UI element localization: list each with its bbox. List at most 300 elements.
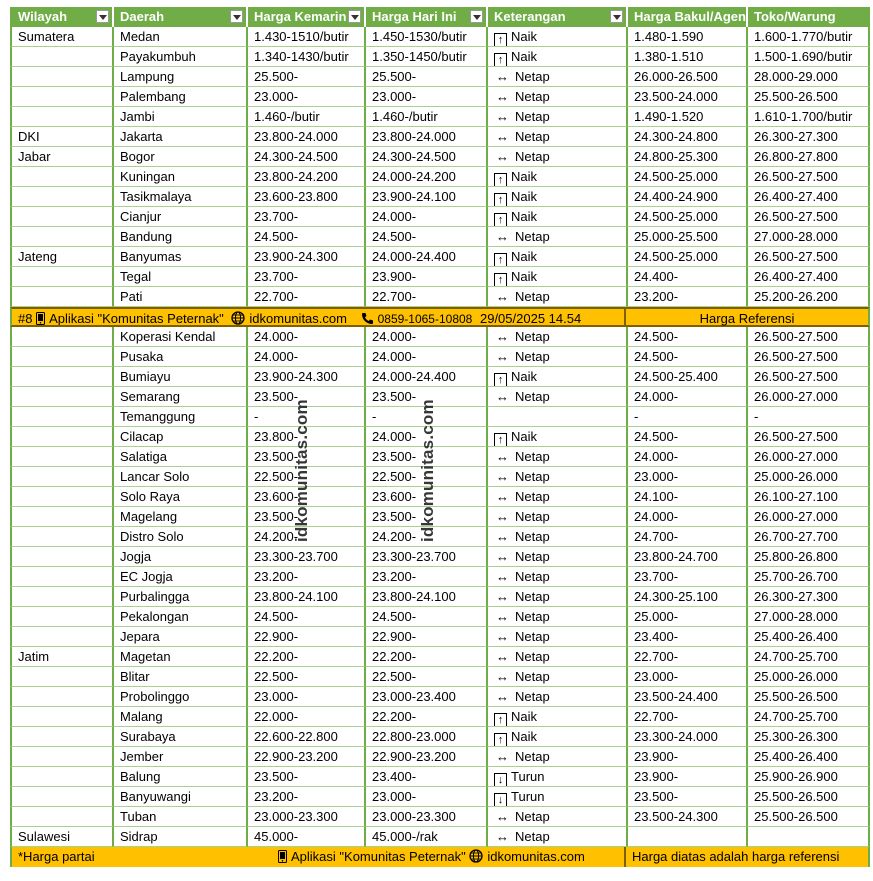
cell-toko-warung[interactable]: 26.500-27.500 <box>748 207 870 227</box>
cell-harga-hari-ini[interactable]: 23.000-23.400 <box>366 687 488 707</box>
cell-harga-hari-ini[interactable]: 23.000-23.300 <box>366 807 488 827</box>
cell-harga-hari-ini[interactable]: 23.900-24.100 <box>366 187 488 207</box>
cell-harga-hari-ini[interactable]: 24.000- <box>366 347 488 367</box>
cell-harga-hari-ini[interactable]: 23.300-23.700 <box>366 547 488 567</box>
cell-harga-hari-ini[interactable]: 1.460-/butir <box>366 107 488 127</box>
cell-daerah[interactable]: Pusaka <box>114 347 248 367</box>
cell-harga-bakul-agen[interactable]: 23.900- <box>628 767 748 787</box>
cell-keterangan[interactable] <box>488 107 628 127</box>
cell-keterangan[interactable] <box>488 687 628 707</box>
cell-toko-warung[interactable]: 26.000-27.000 <box>748 507 870 527</box>
cell-harga-bakul-agen[interactable]: 24.400-24.900 <box>628 187 748 207</box>
cell-keterangan[interactable] <box>488 807 628 827</box>
cell-harga-kemarin[interactable]: 22.500- <box>248 467 366 487</box>
keterangan-label: Naik <box>511 729 538 744</box>
cell-wilayah[interactable] <box>10 727 114 747</box>
cell-keterangan[interactable] <box>488 67 628 87</box>
cell-daerah[interactable]: Pati <box>114 287 248 307</box>
header-toko-warung[interactable] <box>748 7 870 27</box>
cell-harga-hari-ini[interactable]: 22.200- <box>366 647 488 667</box>
keterangan-label: Netap <box>515 349 550 364</box>
cell-harga-hari-ini[interactable]: 23.000- <box>366 87 488 107</box>
cell-harga-bakul-agen[interactable]: 25.000-25.500 <box>628 227 748 247</box>
cell-daerah[interactable]: Tuban <box>114 807 248 827</box>
cell-wilayah[interactable] <box>10 667 114 687</box>
cell-wilayah[interactable]: Sumatera <box>10 27 114 47</box>
cell-keterangan[interactable] <box>488 147 628 167</box>
cell-keterangan[interactable] <box>488 387 628 407</box>
cell-toko-warung[interactable]: 1.500-1.690/butir <box>748 47 870 67</box>
cell-daerah[interactable]: Magelang <box>114 507 248 527</box>
cell-keterangan[interactable] <box>488 607 628 627</box>
cell-daerah[interactable]: Surabaya <box>114 727 248 747</box>
cell-daerah[interactable]: Probolinggo <box>114 687 248 707</box>
cell-wilayah[interactable]: DKI <box>10 127 114 147</box>
cell-wilayah[interactable] <box>10 587 114 607</box>
filter-dropdown-icon[interactable] <box>230 10 243 23</box>
cell-keterangan[interactable] <box>488 447 628 467</box>
cell-harga-bakul-agen[interactable]: 1.380-1.510 <box>628 47 748 67</box>
cell-harga-bakul-agen[interactable]: 23.700- <box>628 567 748 587</box>
cell-toko-warung[interactable]: 27.000-28.000 <box>748 227 870 247</box>
cell-harga-bakul-agen[interactable]: 1.490-1.520 <box>628 107 748 127</box>
cell-harga-kemarin[interactable]: - <box>248 407 366 427</box>
cell-harga-hari-ini[interactable]: 23.200- <box>366 567 488 587</box>
cell-harga-bakul-agen[interactable] <box>628 827 748 847</box>
cell-keterangan[interactable] <box>488 367 628 387</box>
header-harga-hari-ini[interactable] <box>366 7 488 27</box>
cell-harga-kemarin[interactable]: 24.200- <box>248 527 366 547</box>
cell-harga-hari-ini[interactable]: 45.000-/rak <box>366 827 488 847</box>
cell-toko-warung[interactable]: 25.400-26.400 <box>748 627 870 647</box>
cell-toko-warung[interactable]: 25.500-26.500 <box>748 687 870 707</box>
cell-harga-bakul-agen[interactable]: 24.100- <box>628 487 748 507</box>
cell-harga-hari-ini[interactable]: 23.500- <box>366 387 488 407</box>
cell-keterangan[interactable] <box>488 547 628 567</box>
cell-harga-bakul-agen[interactable]: 24.500-25.000 <box>628 167 748 187</box>
cell-harga-bakul-agen[interactable]: 23.200- <box>628 287 748 307</box>
cell-wilayah[interactable] <box>10 47 114 67</box>
cell-toko-warung[interactable]: 26.500-27.500 <box>748 347 870 367</box>
cell-toko-warung[interactable]: 26.100-27.100 <box>748 487 870 507</box>
cell-toko-warung[interactable]: 25.500-26.500 <box>748 87 870 107</box>
cell-wilayah[interactable] <box>10 747 114 767</box>
cell-harga-bakul-agen[interactable]: 23.500- <box>628 787 748 807</box>
cell-daerah[interactable]: Solo Raya <box>114 487 248 507</box>
cell-wilayah[interactable] <box>10 167 114 187</box>
cell-harga-bakul-agen[interactable]: 23.300-24.000 <box>628 727 748 747</box>
cell-daerah[interactable]: Purbalingga <box>114 587 248 607</box>
footer-site[interactable]: idkomunitas.com <box>487 849 585 864</box>
cell-daerah[interactable]: Lancar Solo <box>114 467 248 487</box>
cell-daerah[interactable]: Koperasi Kendal <box>114 327 248 347</box>
cell-harga-hari-ini[interactable]: 22.800-23.000 <box>366 727 488 747</box>
cell-harga-hari-ini[interactable]: 24.300-24.500 <box>366 147 488 167</box>
cell-wilayah[interactable] <box>10 467 114 487</box>
cell-keterangan[interactable] <box>488 247 628 267</box>
cell-harga-bakul-agen[interactable]: 24.000- <box>628 507 748 527</box>
cell-keterangan[interactable] <box>488 567 628 587</box>
cell-daerah[interactable]: Bogor <box>114 147 248 167</box>
cell-harga-kemarin[interactable]: 22.900- <box>248 627 366 647</box>
cell-harga-hari-ini[interactable]: 23.600- <box>366 487 488 507</box>
cell-harga-kemarin[interactable]: 23.800- <box>248 427 366 447</box>
cell-daerah[interactable]: Palembang <box>114 87 248 107</box>
cell-harga-kemarin[interactable]: 45.000- <box>248 827 366 847</box>
cell-wilayah[interactable] <box>10 447 114 467</box>
cell-keterangan[interactable] <box>488 427 628 447</box>
cell-harga-bakul-agen[interactable]: 22.700- <box>628 647 748 667</box>
cell-toko-warung[interactable]: 1.610-1.700/butir <box>748 107 870 127</box>
cell-toko-warung[interactable]: 28.000-29.000 <box>748 67 870 87</box>
cell-wilayah[interactable] <box>10 707 114 727</box>
cell-harga-hari-ini[interactable]: 22.200- <box>366 707 488 727</box>
table-row <box>10 407 870 427</box>
banner-site[interactable]: idkomunitas.com <box>249 311 347 325</box>
cell-toko-warung[interactable]: 26.000-27.000 <box>748 387 870 407</box>
cell-harga-bakul-agen[interactable]: 24.500- <box>628 427 748 447</box>
cell-harga-kemarin[interactable]: 23.000-23.300 <box>248 807 366 827</box>
cell-harga-hari-ini[interactable]: 24.200- <box>366 527 488 547</box>
cell-toko-warung[interactable]: 26.400-27.400 <box>748 267 870 287</box>
cell-harga-hari-ini[interactable]: - <box>366 407 488 427</box>
cell-toko-warung[interactable]: 25.500-26.500 <box>748 787 870 807</box>
header-harga-bakul-agen[interactable] <box>628 7 748 27</box>
cell-daerah[interactable]: Medan <box>114 27 248 47</box>
cell-harga-hari-ini[interactable]: 22.700- <box>366 287 488 307</box>
cell-harga-hari-ini[interactable]: 22.900- <box>366 627 488 647</box>
header-daerah[interactable] <box>114 7 248 27</box>
cell-harga-kemarin[interactable]: 23.600- <box>248 487 366 507</box>
cell-harga-bakul-agen[interactable]: 22.700- <box>628 707 748 727</box>
cell-harga-kemarin[interactable]: 23.500- <box>248 507 366 527</box>
cell-wilayah[interactable] <box>10 107 114 127</box>
cell-toko-warung[interactable]: 26.500-27.500 <box>748 427 870 447</box>
cell-daerah[interactable]: Pekalongan <box>114 607 248 627</box>
cell-harga-bakul-agen[interactable]: 24.000- <box>628 387 748 407</box>
cell-toko-warung[interactable]: 26.400-27.400 <box>748 187 870 207</box>
cell-keterangan[interactable] <box>488 327 628 347</box>
cell-harga-bakul-agen[interactable]: 24.000- <box>628 447 748 467</box>
filter-dropdown-icon[interactable] <box>96 10 109 23</box>
cell-toko-warung[interactable]: 25.500-26.500 <box>748 807 870 827</box>
cell-keterangan[interactable] <box>488 287 628 307</box>
cell-wilayah[interactable] <box>10 327 114 347</box>
cell-keterangan[interactable] <box>488 27 628 47</box>
cell-harga-hari-ini[interactable]: 24.500- <box>366 607 488 627</box>
cell-harga-kemarin[interactable]: 24.300-24.500 <box>248 147 366 167</box>
cell-harga-bakul-agen[interactable]: 23.000- <box>628 467 748 487</box>
cell-harga-kemarin[interactable]: 24.500- <box>248 227 366 247</box>
cell-harga-bakul-agen[interactable]: 24.500- <box>628 347 748 367</box>
cell-harga-hari-ini[interactable]: 23.000- <box>366 787 488 807</box>
cell-daerah[interactable]: Sidrap <box>114 827 248 847</box>
cell-daerah[interactable]: Bumiayu <box>114 367 248 387</box>
cell-harga-kemarin[interactable]: 22.700- <box>248 287 366 307</box>
cell-wilayah[interactable] <box>10 387 114 407</box>
cell-harga-hari-ini[interactable]: 22.900-23.200 <box>366 747 488 767</box>
cell-daerah[interactable]: Salatiga <box>114 447 248 467</box>
cell-harga-hari-ini[interactable]: 24.000- <box>366 207 488 227</box>
cell-toko-warung[interactable]: 26.500-27.500 <box>748 247 870 267</box>
cell-harga-bakul-agen[interactable]: 26.000-26.500 <box>628 67 748 87</box>
cell-wilayah[interactable]: Jateng <box>10 247 114 267</box>
cell-toko-warung[interactable]: 26.500-27.500 <box>748 167 870 187</box>
cell-toko-warung[interactable]: 26.500-27.500 <box>748 327 870 347</box>
cell-daerah[interactable]: Bandung <box>114 227 248 247</box>
cell-keterangan[interactable] <box>488 227 628 247</box>
cell-harga-kemarin[interactable]: 23.200- <box>248 787 366 807</box>
cell-keterangan[interactable] <box>488 187 628 207</box>
cell-keterangan[interactable] <box>488 467 628 487</box>
cell-harga-hari-ini[interactable]: 22.500- <box>366 667 488 687</box>
cell-keterangan[interactable] <box>488 727 628 747</box>
cell-harga-bakul-agen[interactable]: 23.400- <box>628 627 748 647</box>
cell-daerah[interactable]: Jember <box>114 747 248 767</box>
cell-harga-kemarin[interactable]: 23.500- <box>248 447 366 467</box>
cell-daerah[interactable]: Lampung <box>114 67 248 87</box>
cell-daerah[interactable]: Semarang <box>114 387 248 407</box>
cell-keterangan[interactable] <box>488 507 628 527</box>
cell-keterangan[interactable] <box>488 667 628 687</box>
cell-wilayah[interactable]: Jabar <box>10 147 114 167</box>
cell-harga-kemarin[interactable]: 24.000- <box>248 327 366 347</box>
cell-toko-warung[interactable]: 24.700-25.700 <box>748 707 870 727</box>
cell-toko-warung[interactable]: 25.300-26.300 <box>748 727 870 747</box>
cell-harga-hari-ini[interactable]: 1.350-1450/butir <box>366 47 488 67</box>
cell-daerah[interactable]: Banyumas <box>114 247 248 267</box>
cell-daerah[interactable]: Jakarta <box>114 127 248 147</box>
cell-harga-hari-ini[interactable]: 23.900- <box>366 267 488 287</box>
cell-daerah[interactable]: Cilacap <box>114 427 248 447</box>
cell-keterangan[interactable] <box>488 587 628 607</box>
cell-harga-kemarin[interactable]: 24.000- <box>248 347 366 367</box>
cell-wilayah[interactable] <box>10 207 114 227</box>
cell-wilayah[interactable]: Sulawesi <box>10 827 114 847</box>
cell-harga-hari-ini[interactable]: 24.000-24.400 <box>366 247 488 267</box>
cell-daerah[interactable]: Jepara <box>114 627 248 647</box>
cell-harga-bakul-agen[interactable]: 24.500-25.000 <box>628 247 748 267</box>
cell-keterangan[interactable] <box>488 707 628 727</box>
cell-toko-warung[interactable]: 25.000-26.000 <box>748 467 870 487</box>
keterangan-label: Netap <box>515 129 550 144</box>
cell-harga-bakul-agen[interactable]: 24.500-25.400 <box>628 367 748 387</box>
cell-wilayah[interactable] <box>10 227 114 247</box>
cell-harga-hari-ini[interactable]: 23.500- <box>366 447 488 467</box>
cell-keterangan[interactable] <box>488 267 628 287</box>
cell-keterangan[interactable] <box>488 827 628 847</box>
cell-daerah[interactable]: Jambi <box>114 107 248 127</box>
cell-keterangan[interactable] <box>488 347 628 367</box>
cell-harga-kemarin[interactable]: 22.600-22.800 <box>248 727 366 747</box>
filter-dropdown-icon[interactable] <box>470 10 483 23</box>
cell-wilayah[interactable] <box>10 187 114 207</box>
cell-wilayah[interactable] <box>10 687 114 707</box>
cell-wilayah[interactable] <box>10 607 114 627</box>
cell-wilayah[interactable] <box>10 547 114 567</box>
cell-toko-warung[interactable]: 25.400-26.400 <box>748 747 870 767</box>
cell-toko-warung[interactable]: 27.000-28.000 <box>748 607 870 627</box>
cell-harga-kemarin[interactable]: 23.500- <box>248 387 366 407</box>
cell-harga-kemarin[interactable]: 23.600-23.800 <box>248 187 366 207</box>
cell-wilayah[interactable] <box>10 507 114 527</box>
cell-harga-bakul-agen[interactable]: 24.400- <box>628 267 748 287</box>
cell-harga-hari-ini[interactable]: 24.500- <box>366 227 488 247</box>
cell-toko-warung[interactable]: 26.300-27.300 <box>748 127 870 147</box>
cell-toko-warung[interactable]: 25.700-26.700 <box>748 567 870 587</box>
cell-daerah[interactable]: Tegal <box>114 267 248 287</box>
cell-harga-bakul-agen[interactable]: 24.300-24.800 <box>628 127 748 147</box>
cell-toko-warung[interactable]: 25.800-26.800 <box>748 547 870 567</box>
cell-harga-kemarin[interactable]: 23.000- <box>248 687 366 707</box>
cell-harga-bakul-agen[interactable]: 23.500-24.400 <box>628 687 748 707</box>
cell-harga-hari-ini[interactable]: 22.500- <box>366 467 488 487</box>
cell-harga-hari-ini[interactable]: 24.000- <box>366 427 488 447</box>
cell-harga-kemarin[interactable]: 23.500- <box>248 767 366 787</box>
cell-harga-bakul-agen[interactable]: 24.500- <box>628 327 748 347</box>
cell-toko-warung[interactable]: 24.700-25.700 <box>748 647 870 667</box>
cell-harga-kemarin[interactable]: 23.300-23.700 <box>248 547 366 567</box>
cell-wilayah[interactable] <box>10 567 114 587</box>
cell-toko-warung[interactable]: 26.800-27.800 <box>748 147 870 167</box>
filter-dropdown-icon[interactable] <box>610 10 623 23</box>
cell-daerah[interactable]: Balung <box>114 767 248 787</box>
cell-daerah[interactable]: Distro Solo <box>114 527 248 547</box>
cell-harga-bakul-agen[interactable]: 24.800-25.300 <box>628 147 748 167</box>
cell-daerah[interactable]: Malang <box>114 707 248 727</box>
cell-wilayah[interactable] <box>10 427 114 447</box>
cell-harga-kemarin[interactable]: 23.900-24.300 <box>248 367 366 387</box>
header-keterangan[interactable] <box>488 7 628 27</box>
cell-harga-hari-ini[interactable]: 24.000-24.400 <box>366 367 488 387</box>
cell-wilayah[interactable] <box>10 787 114 807</box>
filter-dropdown-icon[interactable] <box>348 10 361 23</box>
cell-keterangan[interactable] <box>488 47 628 67</box>
cell-toko-warung[interactable]: 25.000-26.000 <box>748 667 870 687</box>
cell-wilayah[interactable] <box>10 627 114 647</box>
cell-harga-kemarin[interactable]: 23.800-24.000 <box>248 127 366 147</box>
cell-wilayah[interactable] <box>10 67 114 87</box>
keterangan-label: Netap <box>515 109 550 124</box>
cell-keterangan[interactable] <box>488 787 628 807</box>
cell-toko-warung[interactable] <box>748 827 870 847</box>
cell-wilayah[interactable] <box>10 347 114 367</box>
cell-harga-bakul-agen[interactable]: 24.300-25.100 <box>628 587 748 607</box>
cell-harga-kemarin[interactable]: 23.200- <box>248 567 366 587</box>
cell-harga-kemarin[interactable]: 23.800-24.200 <box>248 167 366 187</box>
cell-harga-kemarin[interactable]: 23.900-24.300 <box>248 247 366 267</box>
cell-daerah[interactable]: Payakumbuh <box>114 47 248 67</box>
cell-wilayah[interactable] <box>10 87 114 107</box>
cell-wilayah[interactable] <box>10 487 114 507</box>
header-wilayah[interactable] <box>10 7 114 27</box>
cell-harga-bakul-agen[interactable]: 23.000- <box>628 667 748 687</box>
cell-daerah[interactable]: Temanggung <box>114 407 248 427</box>
cell-wilayah[interactable] <box>10 527 114 547</box>
cell-harga-hari-ini[interactable]: 23.800-24.000 <box>366 127 488 147</box>
cell-harga-hari-ini[interactable]: 24.000-24.200 <box>366 167 488 187</box>
cell-harga-bakul-agen[interactable]: 1.480-1.590 <box>628 27 748 47</box>
cell-toko-warung[interactable]: 25.900-26.900 <box>748 767 870 787</box>
cell-harga-bakul-agen[interactable]: 23.500-24.000 <box>628 87 748 107</box>
cell-harga-hari-ini[interactable]: 23.800-24.100 <box>366 587 488 607</box>
cell-harga-bakul-agen[interactable]: 24.500-25.000 <box>628 207 748 227</box>
cell-toko-warung[interactable]: 26.700-27.700 <box>748 527 870 547</box>
cell-harga-kemarin[interactable]: 25.500- <box>248 67 366 87</box>
left-right-arrow-icon: ↔ <box>496 329 509 344</box>
cell-harga-kemarin[interactable]: 23.700- <box>248 267 366 287</box>
cell-wilayah[interactable] <box>10 287 114 307</box>
cell-wilayah[interactable] <box>10 267 114 287</box>
cell-keterangan[interactable] <box>488 627 628 647</box>
cell-wilayah[interactable] <box>10 767 114 787</box>
cell-harga-bakul-agen[interactable]: 23.800-24.700 <box>628 547 748 567</box>
cell-harga-hari-ini[interactable]: 24.000- <box>366 327 488 347</box>
cell-harga-hari-ini[interactable]: 23.400- <box>366 767 488 787</box>
cell-harga-bakul-agen[interactable]: 23.900- <box>628 747 748 767</box>
cell-harga-bakul-agen[interactable]: 23.500-24.300 <box>628 807 748 827</box>
cell-keterangan[interactable] <box>488 767 628 787</box>
cell-wilayah[interactable] <box>10 367 114 387</box>
cell-harga-kemarin[interactable]: 1.430-1510/butir <box>248 27 366 47</box>
cell-keterangan[interactable] <box>488 407 628 427</box>
cell-harga-bakul-agen[interactable]: 24.700- <box>628 527 748 547</box>
cell-harga-kemarin[interactable]: 24.500- <box>248 607 366 627</box>
cell-harga-kemarin[interactable]: 23.700- <box>248 207 366 227</box>
cell-toko-warung[interactable]: 26.300-27.300 <box>748 587 870 607</box>
cell-toko-warung[interactable]: 26.500-27.500 <box>748 367 870 387</box>
cell-harga-kemarin[interactable]: 22.500- <box>248 667 366 687</box>
cell-daerah[interactable]: Cianjur <box>114 207 248 227</box>
cell-wilayah[interactable] <box>10 407 114 427</box>
cell-toko-warung[interactable]: 25.200-26.200 <box>748 287 870 307</box>
cell-harga-bakul-agen[interactable]: - <box>628 407 748 427</box>
cell-keterangan[interactable] <box>488 647 628 667</box>
cell-harga-kemarin[interactable]: 1.460-/butir <box>248 107 366 127</box>
cell-daerah[interactable]: Jogja <box>114 547 248 567</box>
cell-toko-warung[interactable]: - <box>748 407 870 427</box>
cell-keterangan[interactable] <box>488 747 628 767</box>
cell-daerah[interactable]: Blitar <box>114 667 248 687</box>
cell-daerah[interactable]: Kuningan <box>114 167 248 187</box>
cell-harga-bakul-agen[interactable]: 25.000- <box>628 607 748 627</box>
cell-harga-hari-ini[interactable]: 25.500- <box>366 67 488 87</box>
cell-daerah[interactable]: Tasikmalaya <box>114 187 248 207</box>
cell-wilayah[interactable] <box>10 807 114 827</box>
cell-harga-hari-ini[interactable]: 1.450-1530/butir <box>366 27 488 47</box>
cell-harga-kemarin[interactable]: 22.900-23.200 <box>248 747 366 767</box>
cell-wilayah[interactable]: Jatim <box>10 647 114 667</box>
cell-keterangan[interactable] <box>488 207 628 227</box>
cell-keterangan[interactable] <box>488 167 628 187</box>
cell-harga-kemarin[interactable]: 23.800-24.100 <box>248 587 366 607</box>
cell-daerah[interactable]: EC Jogja <box>114 567 248 587</box>
cell-harga-kemarin[interactable]: 22.000- <box>248 707 366 727</box>
cell-toko-warung[interactable]: 26.000-27.000 <box>748 447 870 467</box>
cell-harga-kemarin[interactable]: 23.000- <box>248 87 366 107</box>
cell-toko-warung[interactable]: 1.600-1.770/butir <box>748 27 870 47</box>
cell-keterangan[interactable] <box>488 527 628 547</box>
cell-daerah[interactable]: Magetan <box>114 647 248 667</box>
cell-harga-hari-ini[interactable]: 23.500- <box>366 507 488 527</box>
cell-harga-kemarin[interactable]: 22.200- <box>248 647 366 667</box>
cell-harga-kemarin[interactable]: 1.340-1430/butir <box>248 47 366 67</box>
cell-daerah[interactable]: Banyuwangi <box>114 787 248 807</box>
cell-keterangan[interactable] <box>488 87 628 107</box>
cell-keterangan[interactable] <box>488 127 628 147</box>
cell-keterangan[interactable] <box>488 487 628 507</box>
header-harga-kemarin[interactable] <box>248 7 366 27</box>
